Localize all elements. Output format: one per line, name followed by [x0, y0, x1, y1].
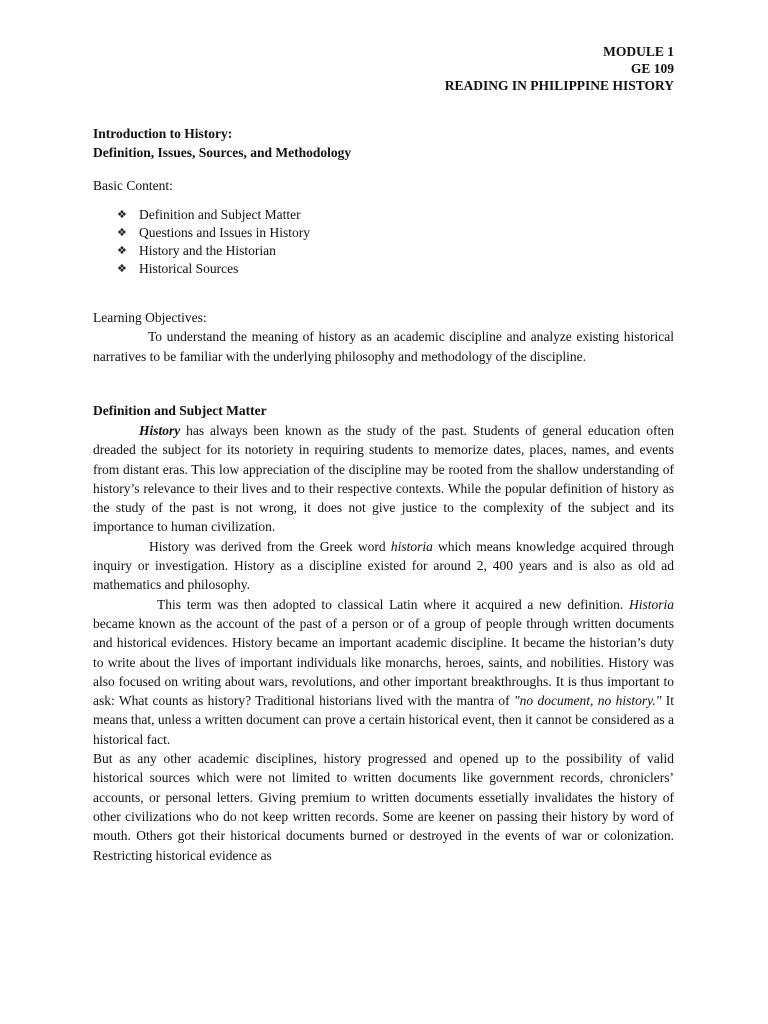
course-title: READING IN PHILIPPINE HISTORY	[444, 78, 674, 93]
basic-content-list	[93, 206, 674, 278]
section-title: Definition and Subject Matter	[93, 403, 267, 418]
module-number: MODULE 1	[603, 44, 674, 59]
list-item-label: History and the Historian	[139, 243, 276, 258]
page-title-line-1: Introduction to History:	[93, 126, 233, 141]
historia-term-latin: Historia	[628, 596, 674, 612]
mantra-quote: "no document, no history."	[513, 693, 662, 709]
paragraph-3-text-b: became known as the account of the past of a person or of a group of people through written documents and historical evidences. History became an important academic discipline. It became the historian’s duty to write about the lives of important individuals like monarchs, heroes, saints, and nobilities. History was also focused on writing about wars, revolutions, and other important breakthroughs. It is thus important to ask: What counts as history? Traditional historians lived with the mantra of	[93, 615, 674, 709]
paragraph-1	[93, 421, 674, 537]
course-code: GE 109	[630, 61, 674, 76]
list-item-label: Questions and Issues in History	[139, 225, 310, 240]
diamond-bullet-icon: ❖	[117, 227, 127, 239]
basic-content-label: Basic Content:	[93, 178, 173, 193]
list-item-label: Historical Sources	[139, 261, 239, 276]
historia-term: historia	[390, 538, 433, 554]
page-title-line-2: Definition, Issues, Sources, and Methodology	[93, 145, 352, 160]
diamond-bullet-icon: ❖	[117, 245, 127, 257]
document-body	[93, 124, 674, 865]
paragraph-4: But as any other academic disciplines, history progressed and opened up to the possibility of valid historical sources which were not limited to written documents like government records, chroniclers’ accounts, or personal letters. Giving premium to written documents essetially invalidates the history of other civilizations who do not keep written records. Some are keener on passing their history by word of mouth. Others got their historical documents burned or destroyed in the events of war or colonization. Restricting historical evidence as	[93, 751, 674, 863]
list-item	[117, 242, 674, 260]
paragraph-1-text: has always been known as the study of the past. Students of general education often dreaded the subject for its notoriety in requiring students to memorize dates, places, names, and events from distant eras. This low appreciation of the discipline may be rooted from the shallow understanding of history’s relevance to their lives and to their respective contexts. While the popular definition of history as the study of the past is not wrong, it does not give justice to the complexity of the subject and its importance to human civilization.	[93, 423, 674, 535]
module-header	[445, 43, 674, 94]
history-keyword: History	[139, 423, 181, 438]
diamond-bullet-icon: ❖	[117, 263, 127, 275]
paragraph-2-text-b: which means knowledge acquired through inquiry or investigation. History as a discipline existed for around 2, 400 years and is also as old ad mathematics and philosophy.	[93, 538, 674, 593]
list-item	[117, 260, 674, 278]
paragraph-2	[93, 537, 674, 595]
paragraph-3-text-a: This term was then adopted to classical Latin where it acquired a new definition.	[157, 596, 629, 612]
learning-objectives-text: To understand the meaning of history as an academic discipline and analyze existing historical narratives to be familiar with the underlying philosophy and methodology of the discipline.	[93, 329, 674, 364]
paragraph-2-text-a: History was derived from the Greek word	[149, 538, 391, 554]
learning-objectives-label: Learning Objectives:	[93, 310, 207, 325]
paragraph-3-text-c: It means that, unless a written document can prove a certain historical event, then it cannot be considered as a historical fact.	[93, 693, 674, 747]
list-item	[117, 206, 674, 224]
list-item	[117, 224, 674, 242]
list-item-label: Definition and Subject Matter	[139, 207, 301, 222]
diamond-bullet-icon: ❖	[117, 209, 127, 221]
paragraph-3	[93, 595, 674, 749]
